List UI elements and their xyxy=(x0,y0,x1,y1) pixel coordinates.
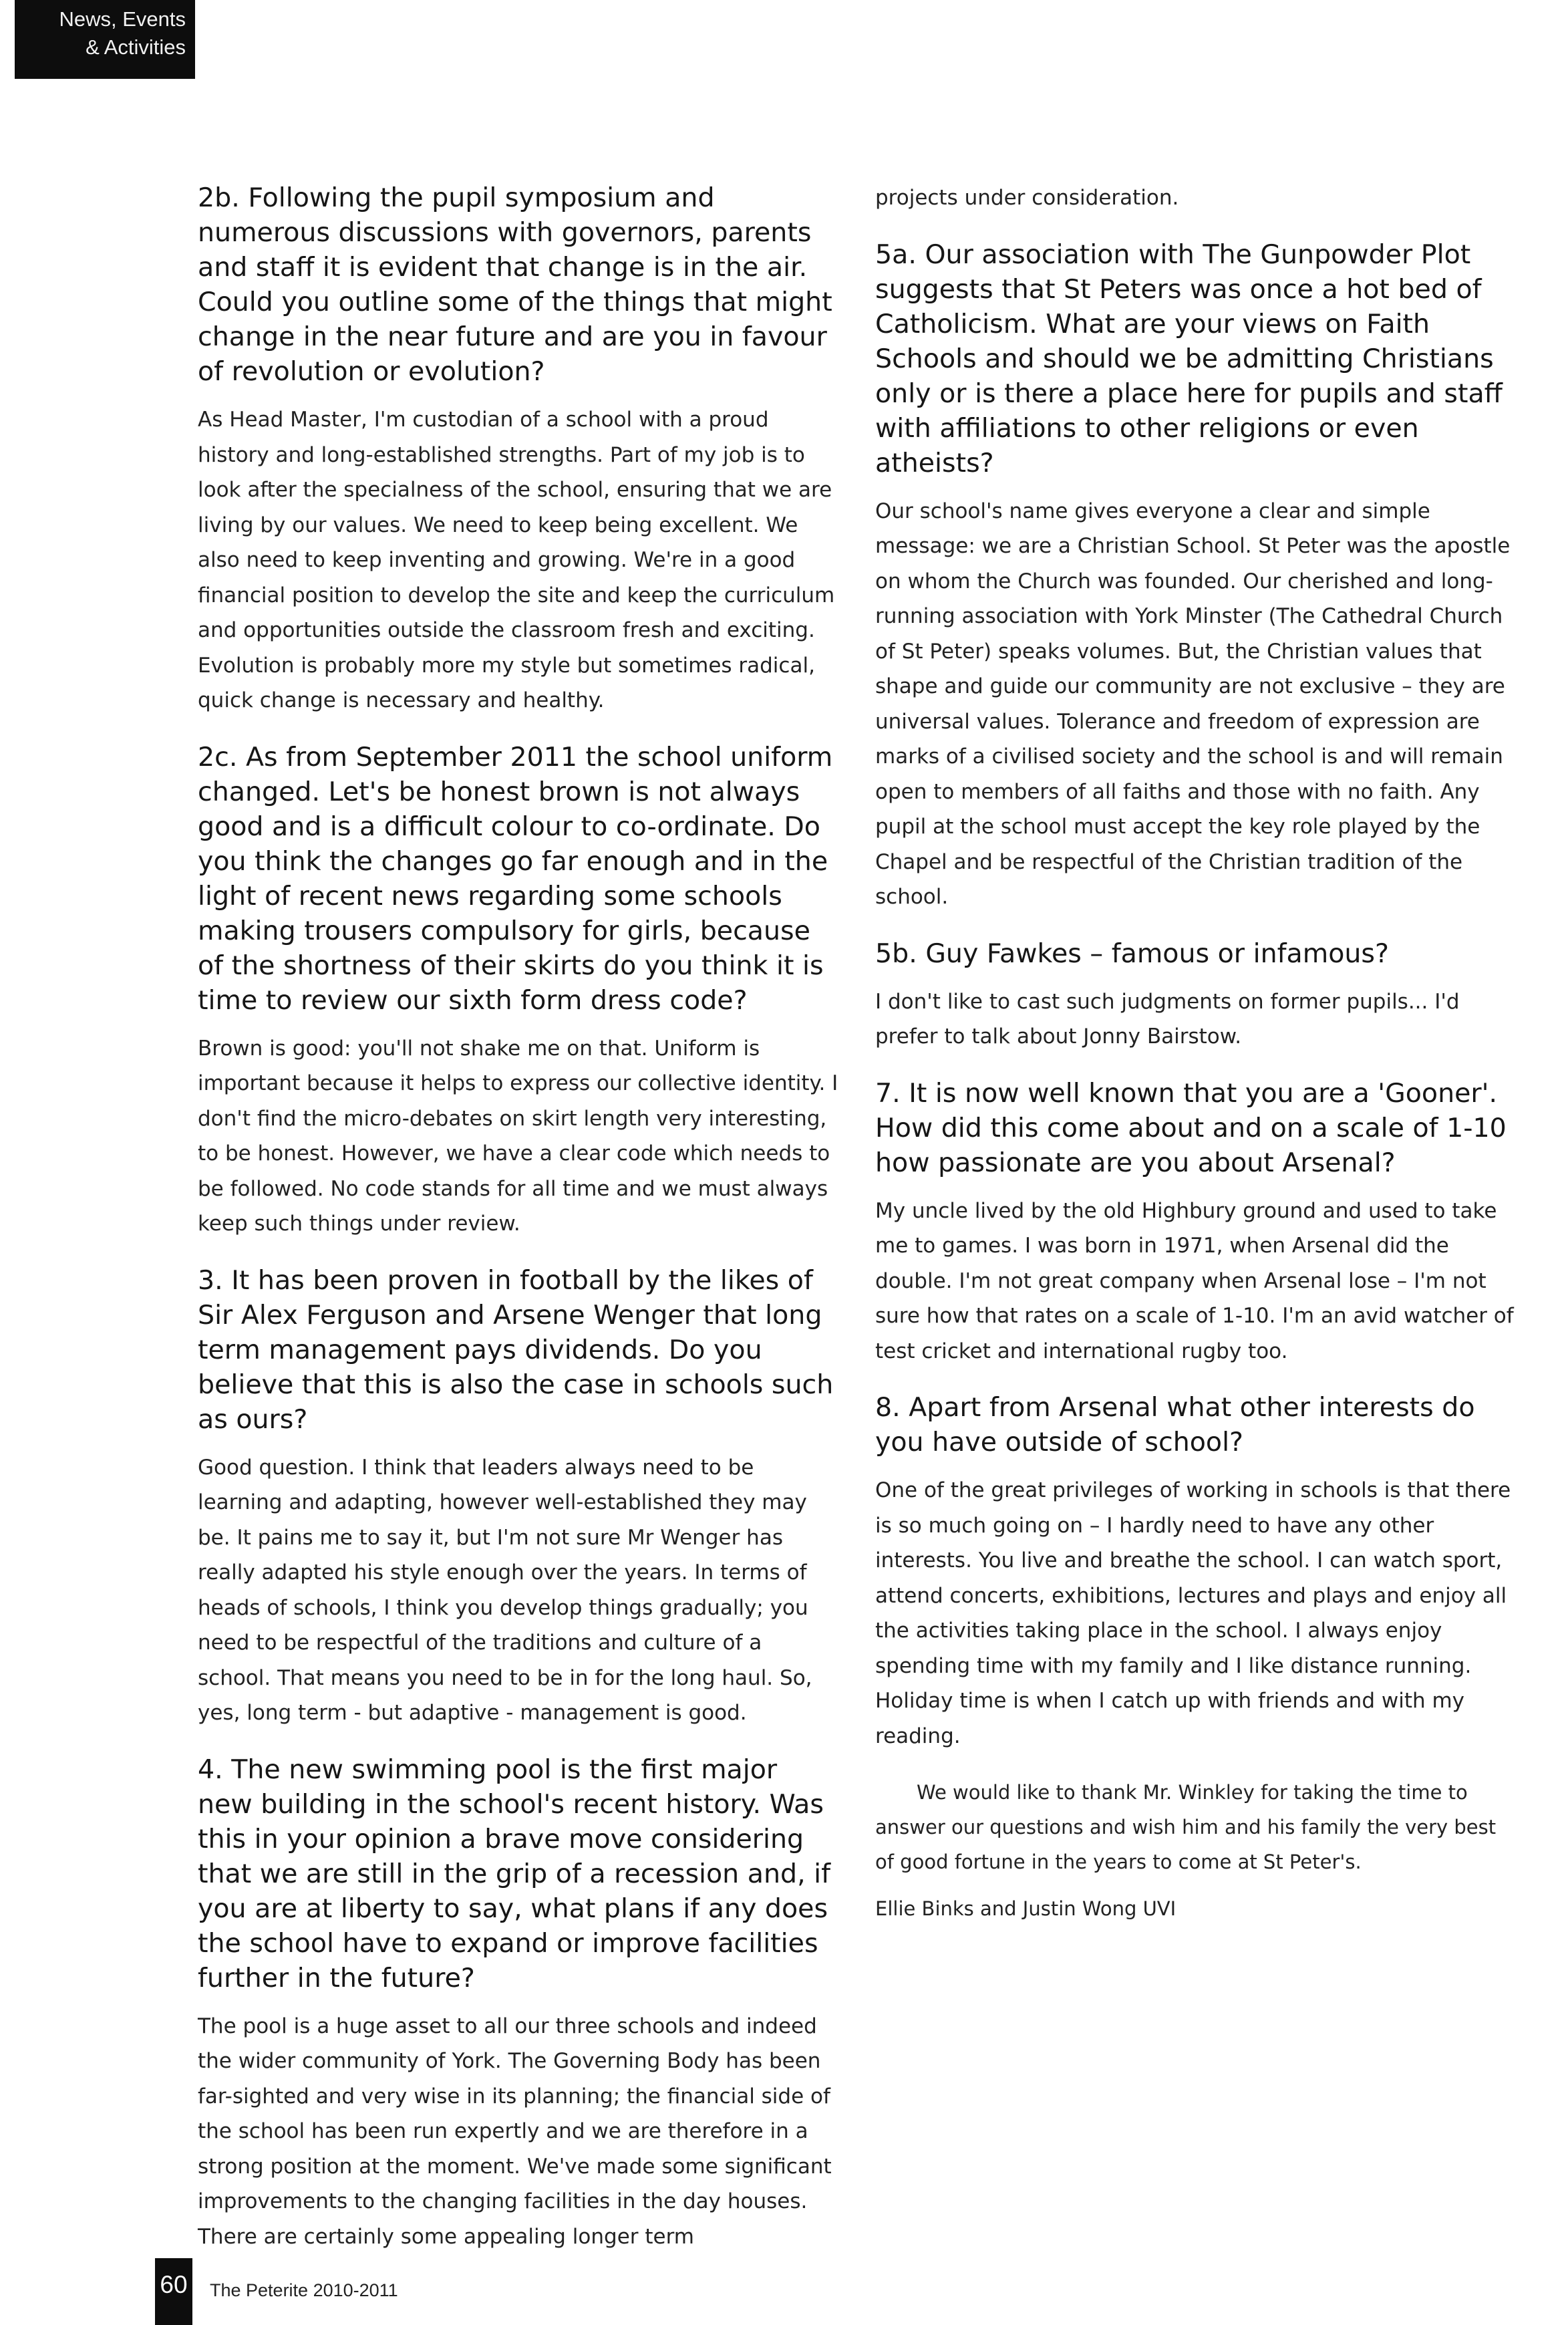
left-column xyxy=(198,180,839,2276)
page-number: 60 xyxy=(155,2258,192,2325)
question-8: 8. Apart from Arsenal what other interests do you have outside of school? xyxy=(875,1392,1475,1458)
answer-3: Good question. I think that leaders always need to be learning and adapting, however well-established they may be. It pains me to say it, but I'm not sure Mr Wenger has really adapted his style enough over the years. In terms of heads of schools, I think you develop things gradually; you need to be respectful of the traditions and culture of a school. That means you need to be in for the long haul. So, yes, long term - but adaptive - management is good. xyxy=(198,1455,812,1725)
question-7: 7. It is now well known that you are a 'Gooner'. How did this come about and on a scale of 1-10 how passionate are you about Arsenal? xyxy=(875,1077,1507,1178)
section-label-line1: News, Events xyxy=(59,7,186,31)
question-5b: 5b. Guy Fawkes – famous or infamous? xyxy=(875,938,1389,969)
answer-5a: Our school's name gives everyone a clear and simple message: we are a Christian School. St Peter was the apostle on whom the Church was founded. Our cherished and long-running association with York Minster (The Cathedral Church of St Peter) speaks volumes. But, the Christian values that shape and guide our community are not exclusive – they are universal values. Tolerance and freedom of expression are marks of a civilised society and the school is and will remain open to members of all faiths and those with no faith. Any pupil at the school must accept the key role played by the Chapel and be respectful of the Christian tradition of the school. xyxy=(875,499,1511,909)
question-2b: 2b. Following the pupil symposium and numerous discussions with governors, parents and staff it is evident that change is in the air. Could you outline some of the things that might change in the near future and are you in favour of revolution or evolution? xyxy=(198,182,832,387)
question-2c: 2c. As from September 2011 the school uniform changed. Let's be honest brown is not always good and is a difficult colour to co-ordinate. Do you think the changes go far enough and in the light of recent news regarding some schools making trousers compulsory for girls, because of the shortness of their skirts do you think it is time to review our sixth form dress code? xyxy=(198,741,833,1016)
answer-2c: Brown is good: you'll not shake me on that. Uniform is important because it helps to express our collective identity. I don't find the micro-debates on skirt length very interesting, to be honest. However, we have a clear code which needs to be followed. No code stands for all time and we must always keep such things under review. xyxy=(198,1036,838,1236)
thanks-note: We would like to thank Mr. Winkley for taking the time to answer our questions and wish him and his family the very best of good fortune in the years to come at St Peter's. xyxy=(875,1781,1497,1873)
question-4: 4. The new swimming pool is the first major new building in the school's recent history. Was this in your opinion a brave move considering that we are still in the grip of a recession and, if you are at liberty to say, what plans if any does the school have to expand or improve facilities further in the future? xyxy=(198,1754,831,1994)
answer-5b: I don't like to cast such judgments on former pupils... I'd prefer to talk about Jonny Bairstow. xyxy=(875,989,1460,1049)
answer-4: The pool is a huge asset to all our three schools and indeed the wider community of York. The Governing Body has been far-sighted and very wise in its planning; the financial side of the school has been run expertly and we are therefore in a strong position at the moment. We've made some significant improvements to the changing facilities in the day houses. There are certainly some appealing longer term xyxy=(198,2014,832,2249)
section-label-line2: & Activities xyxy=(86,35,186,59)
answer-2b: As Head Master, I'm custodian of a school with a proud history and long-established strengths. Part of my job is to look after the specialness of the school, ensuring that we are living by our values. We need to keep being excellent. We also need to keep inventing and growing. We're in a good financial position to develop the site and keep the curriculum and opportunities outside the classroom fresh and exciting. Evolution is probably more my style but sometimes radical, quick change is necessary and healthy. xyxy=(198,408,835,712)
question-5a: 5a. Our association with The Gunpowder Plot suggests that St Peters was once a hot bed of Catholicism. What are your views on Faith Schools and should we be admitting Christians only or is there a place here for pupils and staff with affiliations to other religions or even atheists? xyxy=(875,239,1503,478)
answer-7: My uncle lived by the old Highbury ground and used to take me to games. I was born in 1971, when Arsenal did the double. I'm not great company when Arsenal lose – I'm not sure how that rates on a scale of 1-10. I'm an avid watcher of test cricket and international rugby too. xyxy=(875,1198,1514,1363)
answer-4-continued: projects under consideration. xyxy=(875,186,1179,210)
question-3: 3. It has been proven in football by the likes of Sir Alex Ferguson and Arsene Wenger that long term management pays dividends. Do you believe that this is also the case in schools such as ours? xyxy=(198,1264,834,1435)
right-column xyxy=(875,180,1517,1926)
section-tab xyxy=(15,0,195,79)
answer-8: One of the great privileges of working in schools is that there is so much going on – I hardly need to have any other interests. You live and breathe the school. I can watch sport, attend concerts, exhibitions, lectures and plays and enjoy all the activities taking place in the school. I always enjoy spending time with my family and I like distance running. Holiday time is when I catch up with friends and with my reading. xyxy=(875,1478,1511,1748)
author-byline: Ellie Binks and Justin Wong UVI xyxy=(875,1897,1177,1920)
publication-title: The Peterite 2010-2011 xyxy=(210,2280,398,2300)
